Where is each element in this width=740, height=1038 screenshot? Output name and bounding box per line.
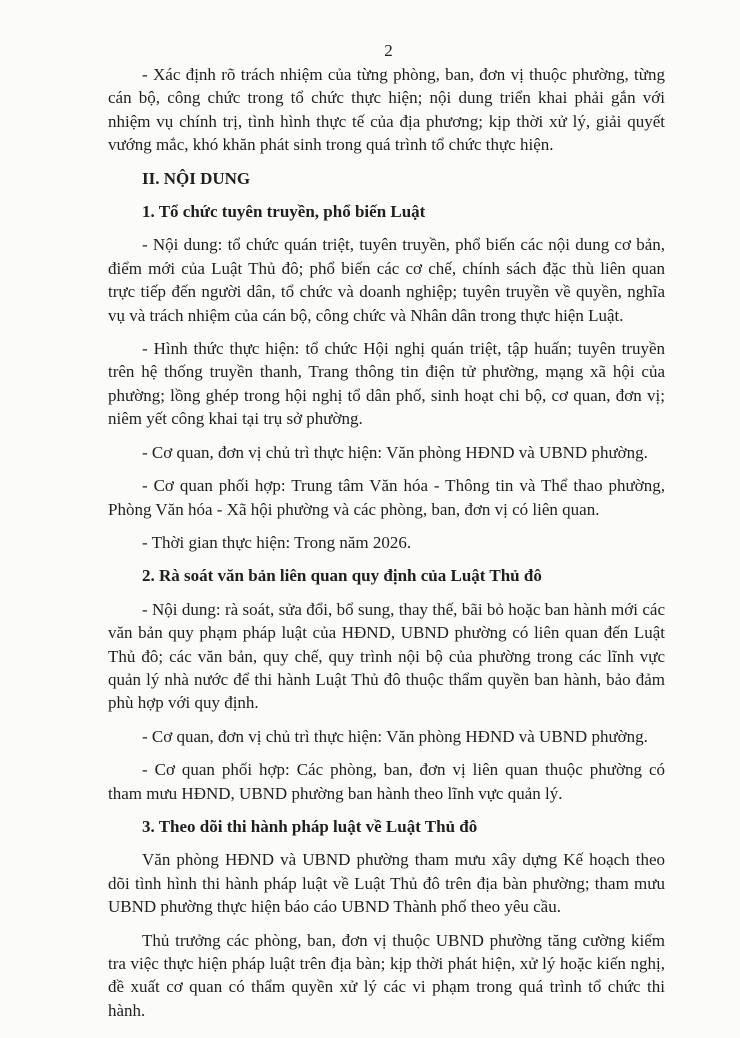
paragraph-monitoring-plan: Văn phòng HĐND và UBND phường tham mưu xây dựng Kế hoạch theo dõi tình hình thi hành pháp luật về Luật Thủ đô trên địa bàn phường; tham mưu UBND phường thực hiện báo cáo UBND Thành phố theo yêu cầu. — [108, 850, 665, 917]
subsection-heading-2: 2. Rà soát văn bản liên quan quy định của Luật Thủ đô — [142, 566, 542, 586]
paragraph-inspection: Thủ trưởng các phòng, ban, đơn vị thuộc UBND phường tăng cường kiểm tra việc thực hiện pháp luật trên địa bàn; kịp thời phát hiện, xử lý hoặc kiến nghị, đề xuất cơ quan có thẩm quyền xử lý các vi phạm trong quá trình tổ chức thi hành. — [108, 930, 665, 1020]
paragraph-lead-agency-1: - Cơ quan, đơn vị chủ trì thực hiện: Văn phòng HĐND và UBND phường. — [142, 442, 648, 462]
paragraph-propaganda-form: - Hình thức thực hiện: tổ chức Hội nghị quán triệt, tập huấn; tuyên truyền trên hệ thống truyền thanh, Trang thông tin điện tử phường, mạng xã hội của phường; lồng ghép trong hội nghị tổ dân phố, sinh hoạt chi bộ, cơ quan, đơn vị; niêm yết công khai tại trụ sở phường. — [108, 339, 665, 429]
subsection-heading-3: 3. Theo dõi thi hành pháp luật về Luật Thủ đô — [142, 816, 478, 836]
paragraph-review-content: - Nội dung: rà soát, sửa đổi, bổ sung, thay thế, bãi bỏ hoặc ban hành mới các văn bản quy phạm pháp luật của HĐND, UBND phường có liên quan đến Luật Thủ đô; các văn bản, quy chế, quy trình nội bộ của phường trong các lĩnh vực quản lý nhà nước để thi hành Luật Thủ đô thuộc thẩm quyền ban hành, bảo đảm phù hợp với quy định. — [108, 599, 665, 713]
paragraph-coordinating-agency-1: - Cơ quan phối hợp: Trung tâm Văn hóa - Thông tin và Thể thao phường, Phòng Văn hóa - Xã hội phường và các phòng, ban, đơn vị có liên quan. — [108, 476, 665, 519]
paragraph-lead-agency-2: - Cơ quan, đơn vị chủ trì thực hiện: Văn phòng HĐND và UBND phường. — [142, 726, 648, 746]
page-number: 2 — [384, 41, 393, 60]
subsection-heading-1: 1. Tổ chức tuyên truyền, phổ biến Luật — [142, 202, 426, 222]
paragraph-coordinating-agency-2: - Cơ quan phối hợp: Các phòng, ban, đơn vị liên quan thuộc phường có tham mưu HĐND, UBND phường ban hành theo lĩnh vực quản lý. — [108, 760, 665, 803]
paragraph-timeframe: - Thời gian thực hiện: Trong năm 2026. — [142, 532, 412, 552]
paragraph-responsibility: - Xác định rõ trách nhiệm của từng phòng, ban, đơn vị thuộc phường, từng cán bộ, công chức trong tổ chức thực hiện; nội dung triển khai phải gắn với nhiệm vụ chính trị, tình hình thực tế của địa phương; kịp thời xử lý, giải quyết vướng mắc, khó khăn phát sinh trong quá trình tổ chức thực hiện. — [108, 65, 665, 155]
section-heading-content: II. NỘI DUNG — [142, 168, 251, 188]
paragraph-propaganda-content: - Nội dung: tổ chức quán triệt, tuyên truyền, phổ biến các nội dung cơ bản, điểm mới của Luật Thủ đô; phổ biến các cơ chế, chính sách đặc thù liên quan trực tiếp đến người dân, tổ chức và doanh nghiệp; tuyên truyền về quyền, nghĩa vụ và trách nhiệm của cán bộ, công chức và Nhân dân trong thực hiện Luật. — [108, 235, 665, 325]
